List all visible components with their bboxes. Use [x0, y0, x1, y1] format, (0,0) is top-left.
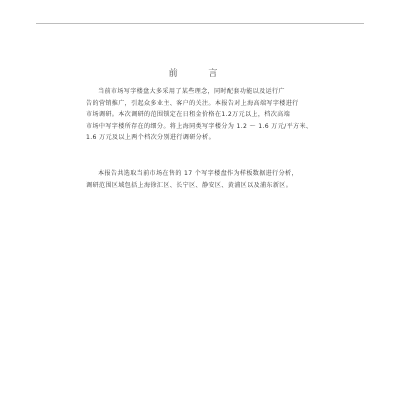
paragraph-2 [86, 168, 318, 191]
paragraph-line: 市场中写字楼所存在的细分。将上海同类写字楼分为 1.2 ～ 1.6 万元/平方米、 [86, 122, 313, 130]
paragraph-1 [86, 86, 318, 144]
paragraph-line: 1.6 万元及以上两个档次分别进行调研分析。 [86, 134, 216, 142]
paragraph-line: 本报告共选取当前市场在售的 17 个写字楼盘作为样板数据进行分析， [98, 170, 298, 177]
paragraph-line: 调研范围区域包括上海徐汇区、长宁区、静安区、黄浦区以及浦东新区。 [86, 181, 293, 189]
page-title: 前 言 [168, 69, 232, 79]
header-rule [36, 23, 364, 24]
paragraph-line: 市场调研。本次调研的范围锁定在日租金价格在1.2万元以上，档次高端 [86, 111, 291, 119]
paragraph-line: 告的营销推广，引起众多业主、客户的关注。本报告对上海高端写字楼进行 [86, 99, 299, 107]
paragraph-line: 当前市场写字楼盘大多采用了某些理念，同时配套功能以及运行广 [98, 88, 285, 95]
